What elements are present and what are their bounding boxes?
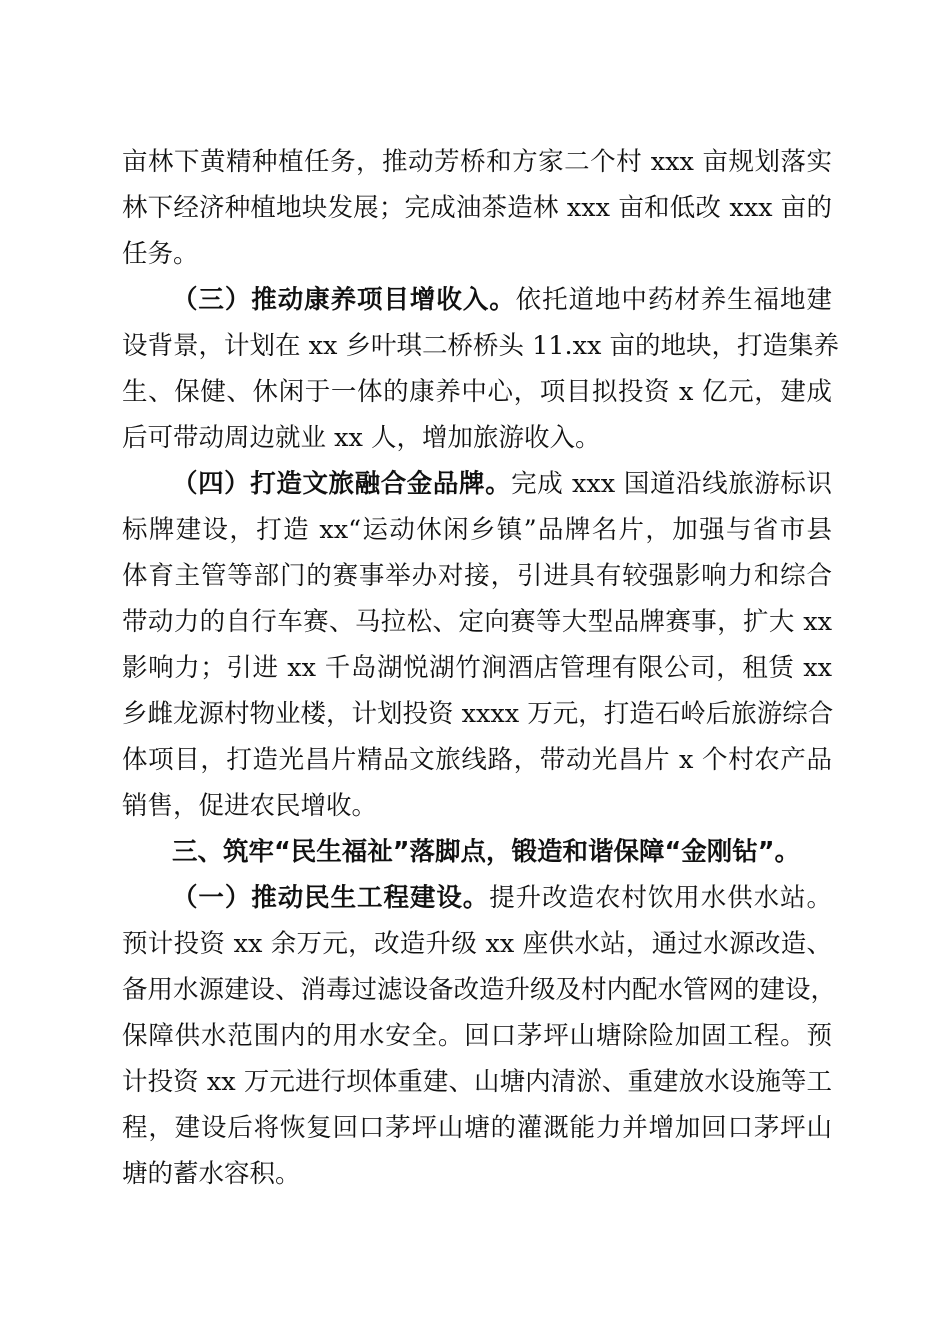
body-line: 任务。 (122, 239, 199, 269)
chapter-heading: 三、筑牢“民生福祉”落脚点，锻造和谐保障“金刚钻”。 (172, 837, 801, 867)
section-heading: （一）推动民生工程建设。 (172, 883, 490, 913)
body-line: 预计投资 xx 余万元，改造升级 xx 座供水站，通过水源改造、 (122, 929, 832, 959)
body-line: 备用水源建设、消毒过滤设备改造升级及村内配水管网的建设， (122, 975, 837, 1005)
body-line: 影响力；引进 xx 千岛湖悦湖竹涧酒店管理有限公司，租赁 xx (122, 653, 832, 683)
body-line: 计投资 xx 万元进行坝体重建、山塘内清淤、重建放水设施等工 (122, 1067, 832, 1097)
subsection-1-line: （一）推动民生工程建设。提升改造农村饮用水供水站。 (172, 883, 832, 913)
section-4-line: （四）打造文旅融合金品牌。完成 xxx 国道沿线旅游标识 (172, 469, 832, 499)
body-line: 标牌建设，打造 xx“运动休闲乡镇”品牌名片，加强与省市县 (122, 515, 832, 545)
section-3-line: （三）推动康养项目增收入。依托道地中药材养生福地建 (172, 285, 832, 315)
body-line: 乡雌龙源村物业楼，计划投资 xxxx 万元，打造石岭后旅游综合 (122, 699, 834, 729)
body-line: 体育主管等部门的赛事举办对接，引进具有较强影响力和综合 (122, 561, 832, 591)
body-line: 塘的蓄水容积。 (122, 1159, 301, 1189)
body-line: 后可带动周边就业 xx 人，增加旅游收入。 (122, 423, 601, 453)
body-line: 体项目，打造光昌片精品文旅线路，带动光昌片 x 个村农产品 (122, 745, 832, 775)
chapter-heading-line (172, 832, 832, 872)
body-line: 程，建设后将恢复回口茅坪山塘的灌溉能力并增加回口茅坪山 (122, 1113, 832, 1143)
body-line: 带动力的自行车赛、马拉松、定向赛等大型品牌赛事，扩大 xx (122, 607, 832, 637)
body-line: 保障供水范围内的用水安全。回口茅坪山塘除险加固工程。预 (122, 1021, 832, 1051)
section-heading: （四）打造文旅融合金品牌。 (172, 469, 512, 499)
section-heading: （三）推动康养项目增收入。 (172, 285, 516, 315)
body-line: 设背景，计划在 xx 乡叶琪二桥桥头 11.xx 亩的地块，打造集养 (122, 331, 840, 361)
body-line: 销售，促进农民增收。 (122, 791, 378, 821)
body-line: 亩林下黄精种植任务，推动芳桥和方家二个村 xxx 亩规划落实 (122, 147, 832, 177)
body-line: 生、保健、休闲于一体的康养中心，项目拟投资 x 亿元，建成 (122, 377, 832, 407)
body-line: 林下经济种植地块发展；完成油茶造林 xxx 亩和低改 xxx 亩的 (122, 193, 832, 223)
